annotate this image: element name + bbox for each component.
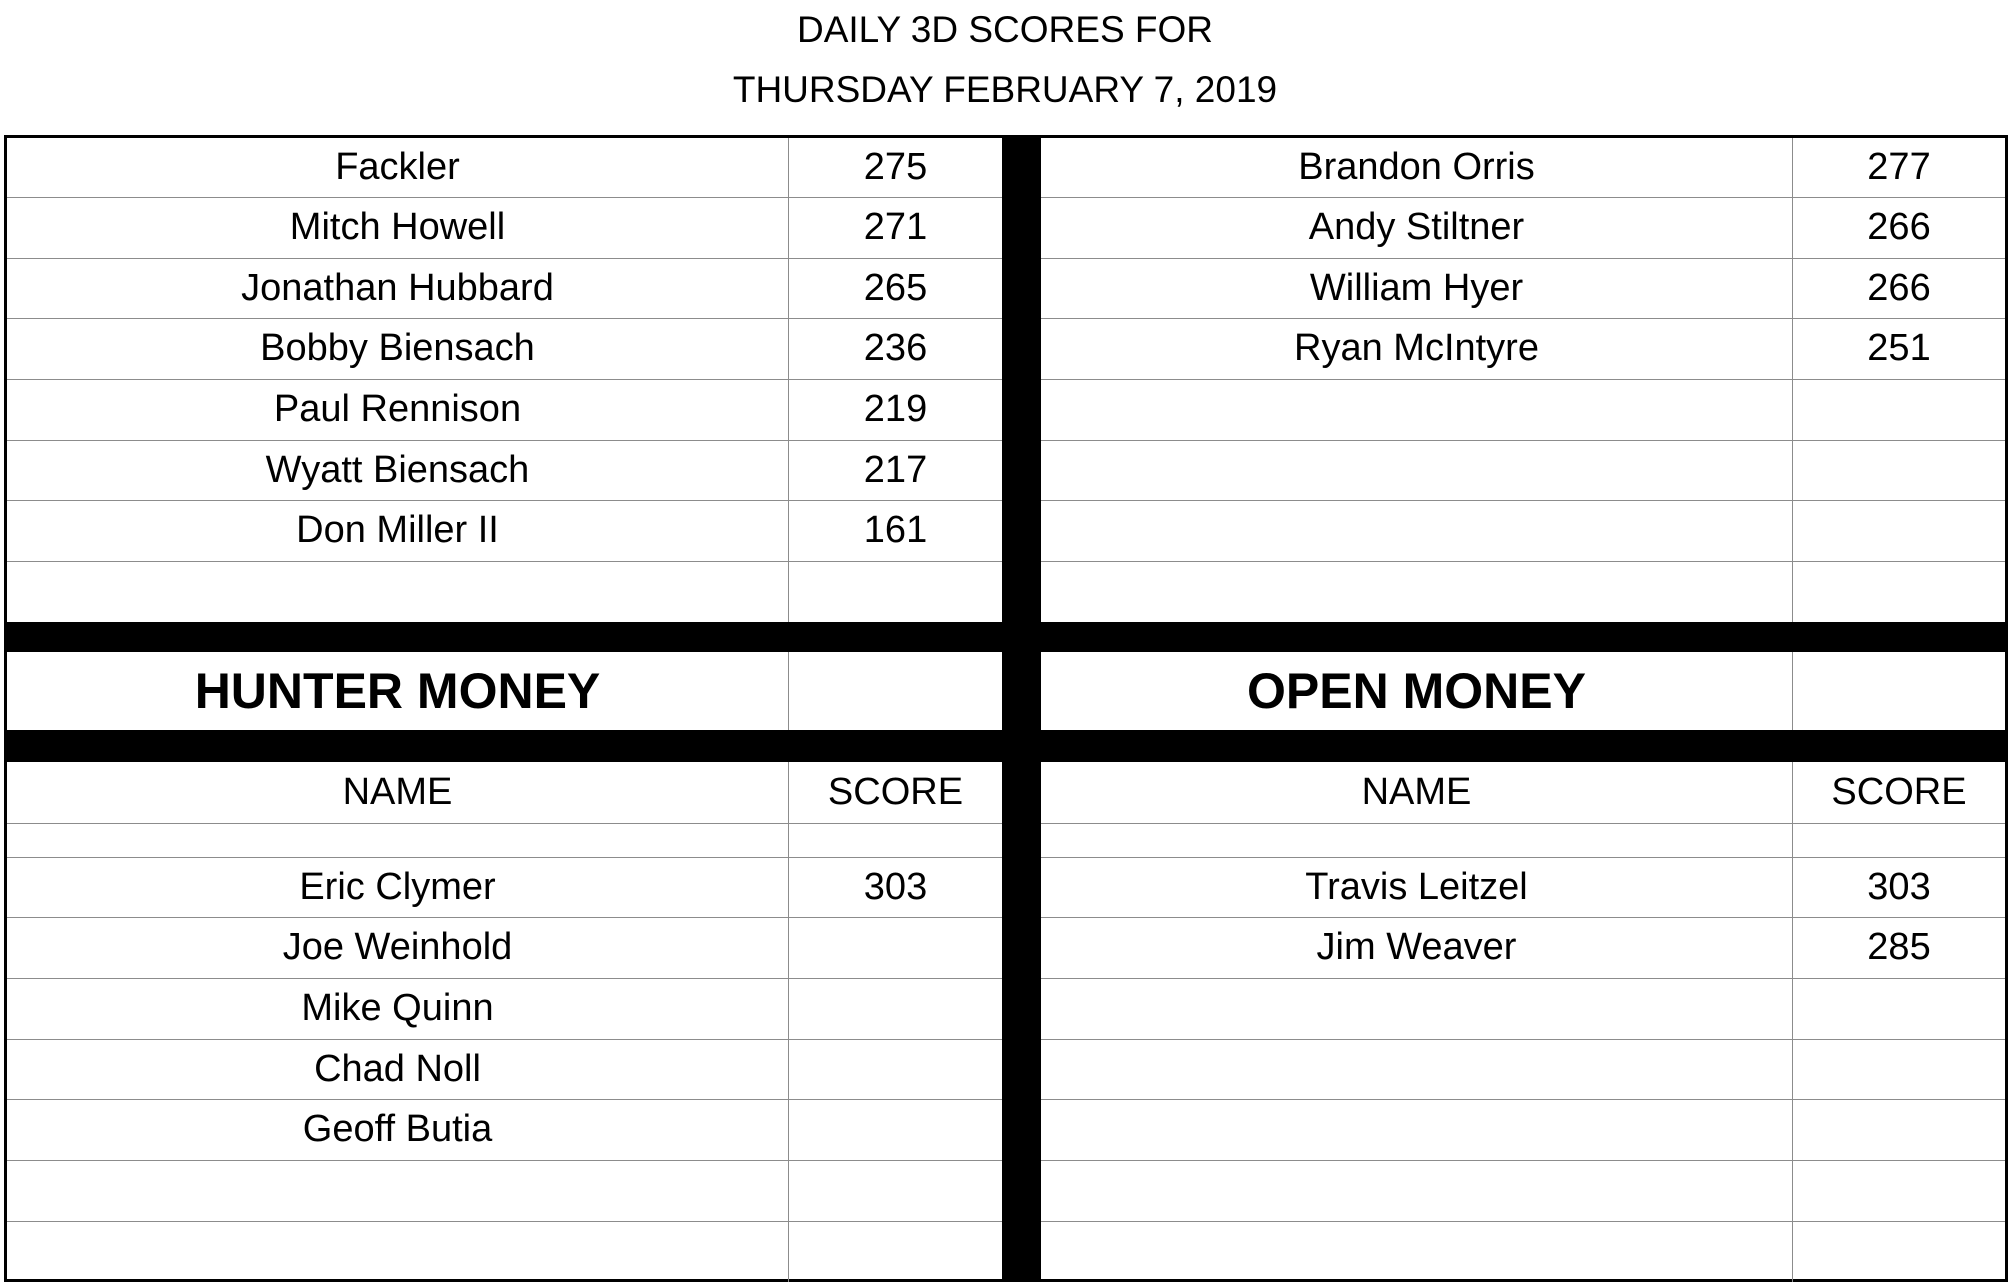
- top-left-score: 271: [863, 206, 928, 248]
- open-name: [1041, 978, 1792, 1039]
- hunter-name: Eric Clymer: [299, 865, 496, 908]
- top-right-name: [1041, 440, 1792, 500]
- top-right-score: [1793, 561, 2005, 622]
- top-left-name: Fackler: [335, 146, 460, 188]
- open-score: [1793, 1039, 2005, 1099]
- open-score: [1793, 1221, 2005, 1282]
- hunter-name: Geoff Butia: [302, 1108, 493, 1150]
- open-name: [1041, 1160, 1792, 1221]
- open-score: 303: [1867, 865, 1931, 908]
- top-left-name: Bobby Biensach: [260, 327, 535, 369]
- top-right-name: Ryan McIntyre: [1294, 327, 1539, 369]
- top-right-name: William Hyer: [1309, 266, 1524, 309]
- hunter-score: [789, 978, 1002, 1039]
- open-name: Travis Leitzel: [1305, 865, 1528, 908]
- hunter-score: [789, 1039, 1002, 1099]
- title-line-1: DAILY 3D SCORES FOR: [796, 9, 1213, 50]
- hunter-money-heading: HUNTER MONEY: [194, 663, 601, 719]
- top-left-name: Paul Rennison: [273, 388, 522, 430]
- top-left-name: Mitch Howell: [289, 206, 506, 248]
- top-right-name: [1041, 561, 1792, 622]
- top-right-name: Brandon Orris: [1298, 146, 1535, 188]
- open-name: [1041, 1099, 1792, 1160]
- top-left-score: 265: [863, 266, 928, 309]
- title-line-2: THURSDAY FEBRUARY 7, 2019: [732, 69, 1278, 110]
- open-score: [1793, 978, 2005, 1039]
- hunter-score: [789, 917, 1002, 978]
- open-name: [1041, 1221, 1792, 1282]
- column-divider: [788, 762, 789, 1282]
- top-right-score: 277: [1867, 146, 1931, 188]
- hunter-score: [789, 1221, 1002, 1282]
- column-divider: [1792, 762, 1793, 1282]
- top-left-name: Jonathan Hubbard: [241, 266, 554, 309]
- open-money-heading: OPEN MONEY: [1247, 663, 1586, 719]
- hunter-score-header: SCORE: [827, 771, 964, 813]
- open-name-header: NAME: [1361, 771, 1472, 813]
- open-name: Jim Weaver: [1316, 926, 1517, 968]
- top-left-score: 219: [863, 388, 928, 430]
- top-left-score: [789, 561, 1002, 622]
- top-right-score: [1793, 500, 2005, 561]
- top-right-score: 266: [1867, 206, 1931, 248]
- top-right-score: 251: [1867, 327, 1931, 369]
- top-right-name: [1041, 379, 1792, 440]
- hunter-name: [7, 1221, 788, 1282]
- top-left-name: Wyatt Biensach: [265, 448, 530, 491]
- column-divider: [788, 652, 789, 730]
- hunter-score: [789, 1160, 1002, 1221]
- hunter-score: 303: [863, 865, 928, 908]
- top-right-score: [1793, 379, 2005, 440]
- open-score: [1793, 1160, 2005, 1221]
- top-left-score: 161: [863, 509, 928, 551]
- hunter-name: [7, 1160, 788, 1221]
- column-divider: [1792, 138, 1793, 622]
- hunter-name: Chad Noll: [314, 1047, 481, 1090]
- open-score-header: SCORE: [1831, 771, 1967, 813]
- top-left-score: 236: [863, 327, 928, 369]
- hunter-score: [789, 1099, 1002, 1160]
- open-score: 285: [1867, 926, 1931, 968]
- top-left-name: [7, 561, 788, 622]
- open-score: [1793, 1099, 2005, 1160]
- top-left-name: Don Miller II: [296, 509, 499, 551]
- open-name: [1041, 1039, 1792, 1099]
- top-left-score: 275: [863, 146, 928, 188]
- top-right-score: 266: [1867, 266, 1931, 309]
- top-right-score: [1793, 440, 2005, 500]
- hunter-name: Mike Quinn: [301, 987, 494, 1029]
- center-bar: [1002, 138, 1041, 1282]
- column-divider: [788, 138, 789, 622]
- top-right-name: Andy Stiltner: [1308, 206, 1525, 248]
- hunter-name-header: NAME: [342, 771, 453, 813]
- top-left-score: 217: [863, 448, 928, 491]
- top-right-name: [1041, 500, 1792, 561]
- column-divider: [1792, 652, 1793, 730]
- score-sheet: [4, 135, 2008, 1282]
- hunter-name: Joe Weinhold: [282, 926, 513, 968]
